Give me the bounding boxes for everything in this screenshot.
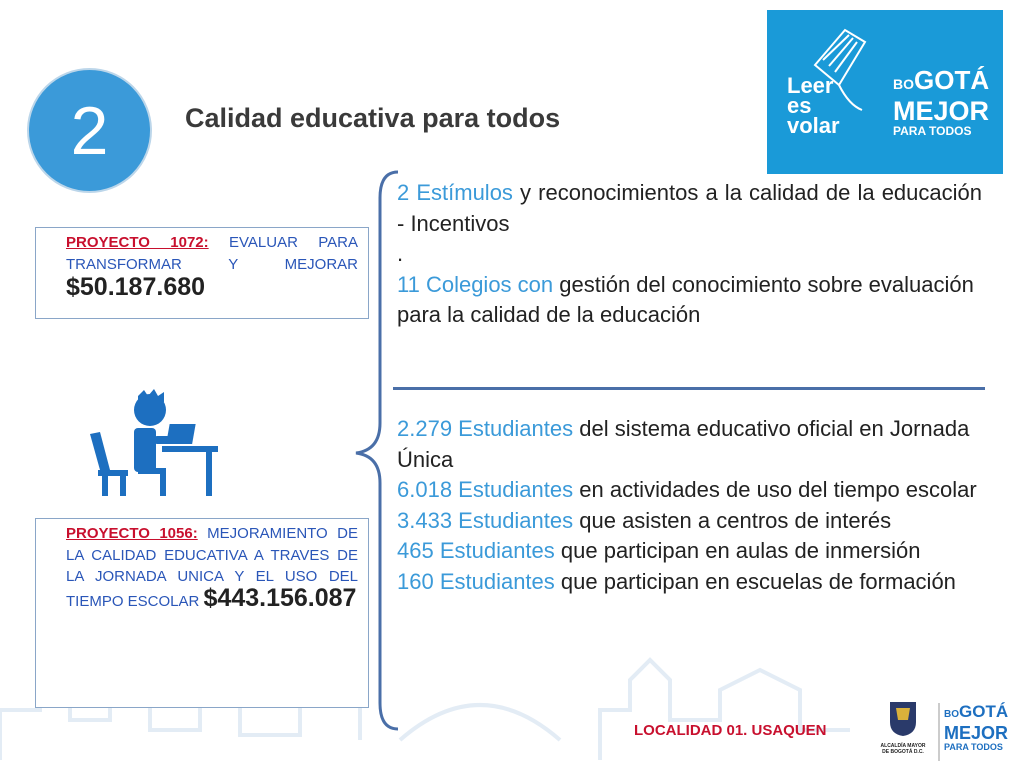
footer-brand-logo bbox=[938, 703, 1024, 761]
slide-number: 2 bbox=[70, 92, 109, 169]
result-item bbox=[397, 536, 982, 567]
project-1056-box bbox=[35, 518, 369, 708]
logo-word-1: Leer bbox=[787, 73, 834, 98]
page-title: Calidad educativa para todos bbox=[185, 103, 561, 133]
student-at-computer-icon bbox=[88, 388, 218, 496]
logo-bo: BO bbox=[893, 76, 914, 92]
project-1072-amount: $50.187.680 bbox=[66, 273, 206, 301]
divider bbox=[393, 387, 985, 390]
result-highlight: 465 Estudiantes bbox=[397, 538, 555, 563]
result-text: en actividades de uso del tiempo escolar bbox=[573, 477, 977, 502]
result-text: que participan en escuelas de formación bbox=[554, 568, 956, 594]
footer-logo-mejor: MEJOR bbox=[944, 723, 1009, 743]
result-item bbox=[397, 506, 982, 537]
result-text: y reconocimientos a la calidad de la educación - Incentivos bbox=[397, 180, 982, 236]
project-1056-name: PROYECTO 1056: bbox=[66, 525, 198, 542]
logo-left-text bbox=[787, 73, 840, 138]
result-item bbox=[397, 178, 982, 239]
result-item bbox=[397, 270, 982, 331]
logo-word-2: es bbox=[787, 93, 812, 118]
footer-logo-bo: BO bbox=[944, 709, 959, 720]
curly-brace bbox=[352, 168, 402, 733]
result-highlight: 3.433 Estudiantes bbox=[397, 507, 574, 533]
project-1072-name: PROYECTO 1072: bbox=[66, 234, 209, 251]
bogota-crest bbox=[878, 698, 928, 764]
result-item bbox=[397, 239, 982, 270]
slide-number-badge bbox=[27, 68, 152, 193]
logo-mejor: MEJOR bbox=[893, 96, 990, 126]
result-highlight: 160 Estudiantes bbox=[397, 568, 555, 594]
logo-right-text bbox=[893, 66, 989, 138]
project-1072-box bbox=[35, 227, 369, 319]
project-1056-description: MEJORAMIENTO DE LA CALIDAD EDUCATIVA A TRAVES DE LA JORNADA UNICA Y EL USO DEL TIEMPO ESCOLAR bbox=[66, 525, 358, 610]
result-item bbox=[397, 567, 982, 598]
project-1056-amount: $443.156.087 bbox=[203, 583, 357, 612]
brand-logo-panel bbox=[767, 10, 1003, 174]
logo-word-3: volar bbox=[787, 113, 840, 138]
footer-logo-gota: GOTÁ bbox=[959, 702, 1009, 721]
result-text: que participan en aulas de inmersión bbox=[554, 538, 921, 563]
crest-line-1: ALCALDÍA MAYOR bbox=[880, 743, 926, 749]
result-highlight: 6.018 Estudiantes bbox=[397, 477, 574, 502]
logo-para-todos: PARA TODOS bbox=[893, 124, 972, 138]
result-text: gestión del conocimiento sobre evaluación para la calidad de la educación bbox=[397, 271, 974, 327]
crest-line-2: DE BOGOTÁ D.C. bbox=[882, 749, 924, 755]
result-text: que asisten a centros de interés bbox=[573, 507, 892, 533]
result-text: . bbox=[397, 241, 404, 266]
footer-locality: LOCALIDAD 01. USAQUEN bbox=[634, 722, 827, 739]
logo-gota: GOTÁ bbox=[914, 65, 990, 95]
results-top bbox=[397, 178, 982, 331]
result-item bbox=[397, 475, 982, 506]
results-bottom bbox=[397, 414, 982, 597]
result-highlight: 11 Colegios con bbox=[397, 271, 554, 297]
result-highlight: 2.279 Estudiantes bbox=[397, 416, 574, 441]
result-item bbox=[397, 414, 982, 475]
result-text: del sistema educativo oficial en Jornada Única bbox=[397, 416, 970, 472]
result-highlight: 2 Estímulos bbox=[397, 180, 513, 205]
footer-logo-para-todos: PARA TODOS bbox=[944, 742, 1003, 752]
project-1072-description: EVALUAR PARA TRANSFORMAR Y MEJORAR bbox=[66, 234, 358, 273]
coat-of-arms-icon bbox=[878, 698, 928, 738]
